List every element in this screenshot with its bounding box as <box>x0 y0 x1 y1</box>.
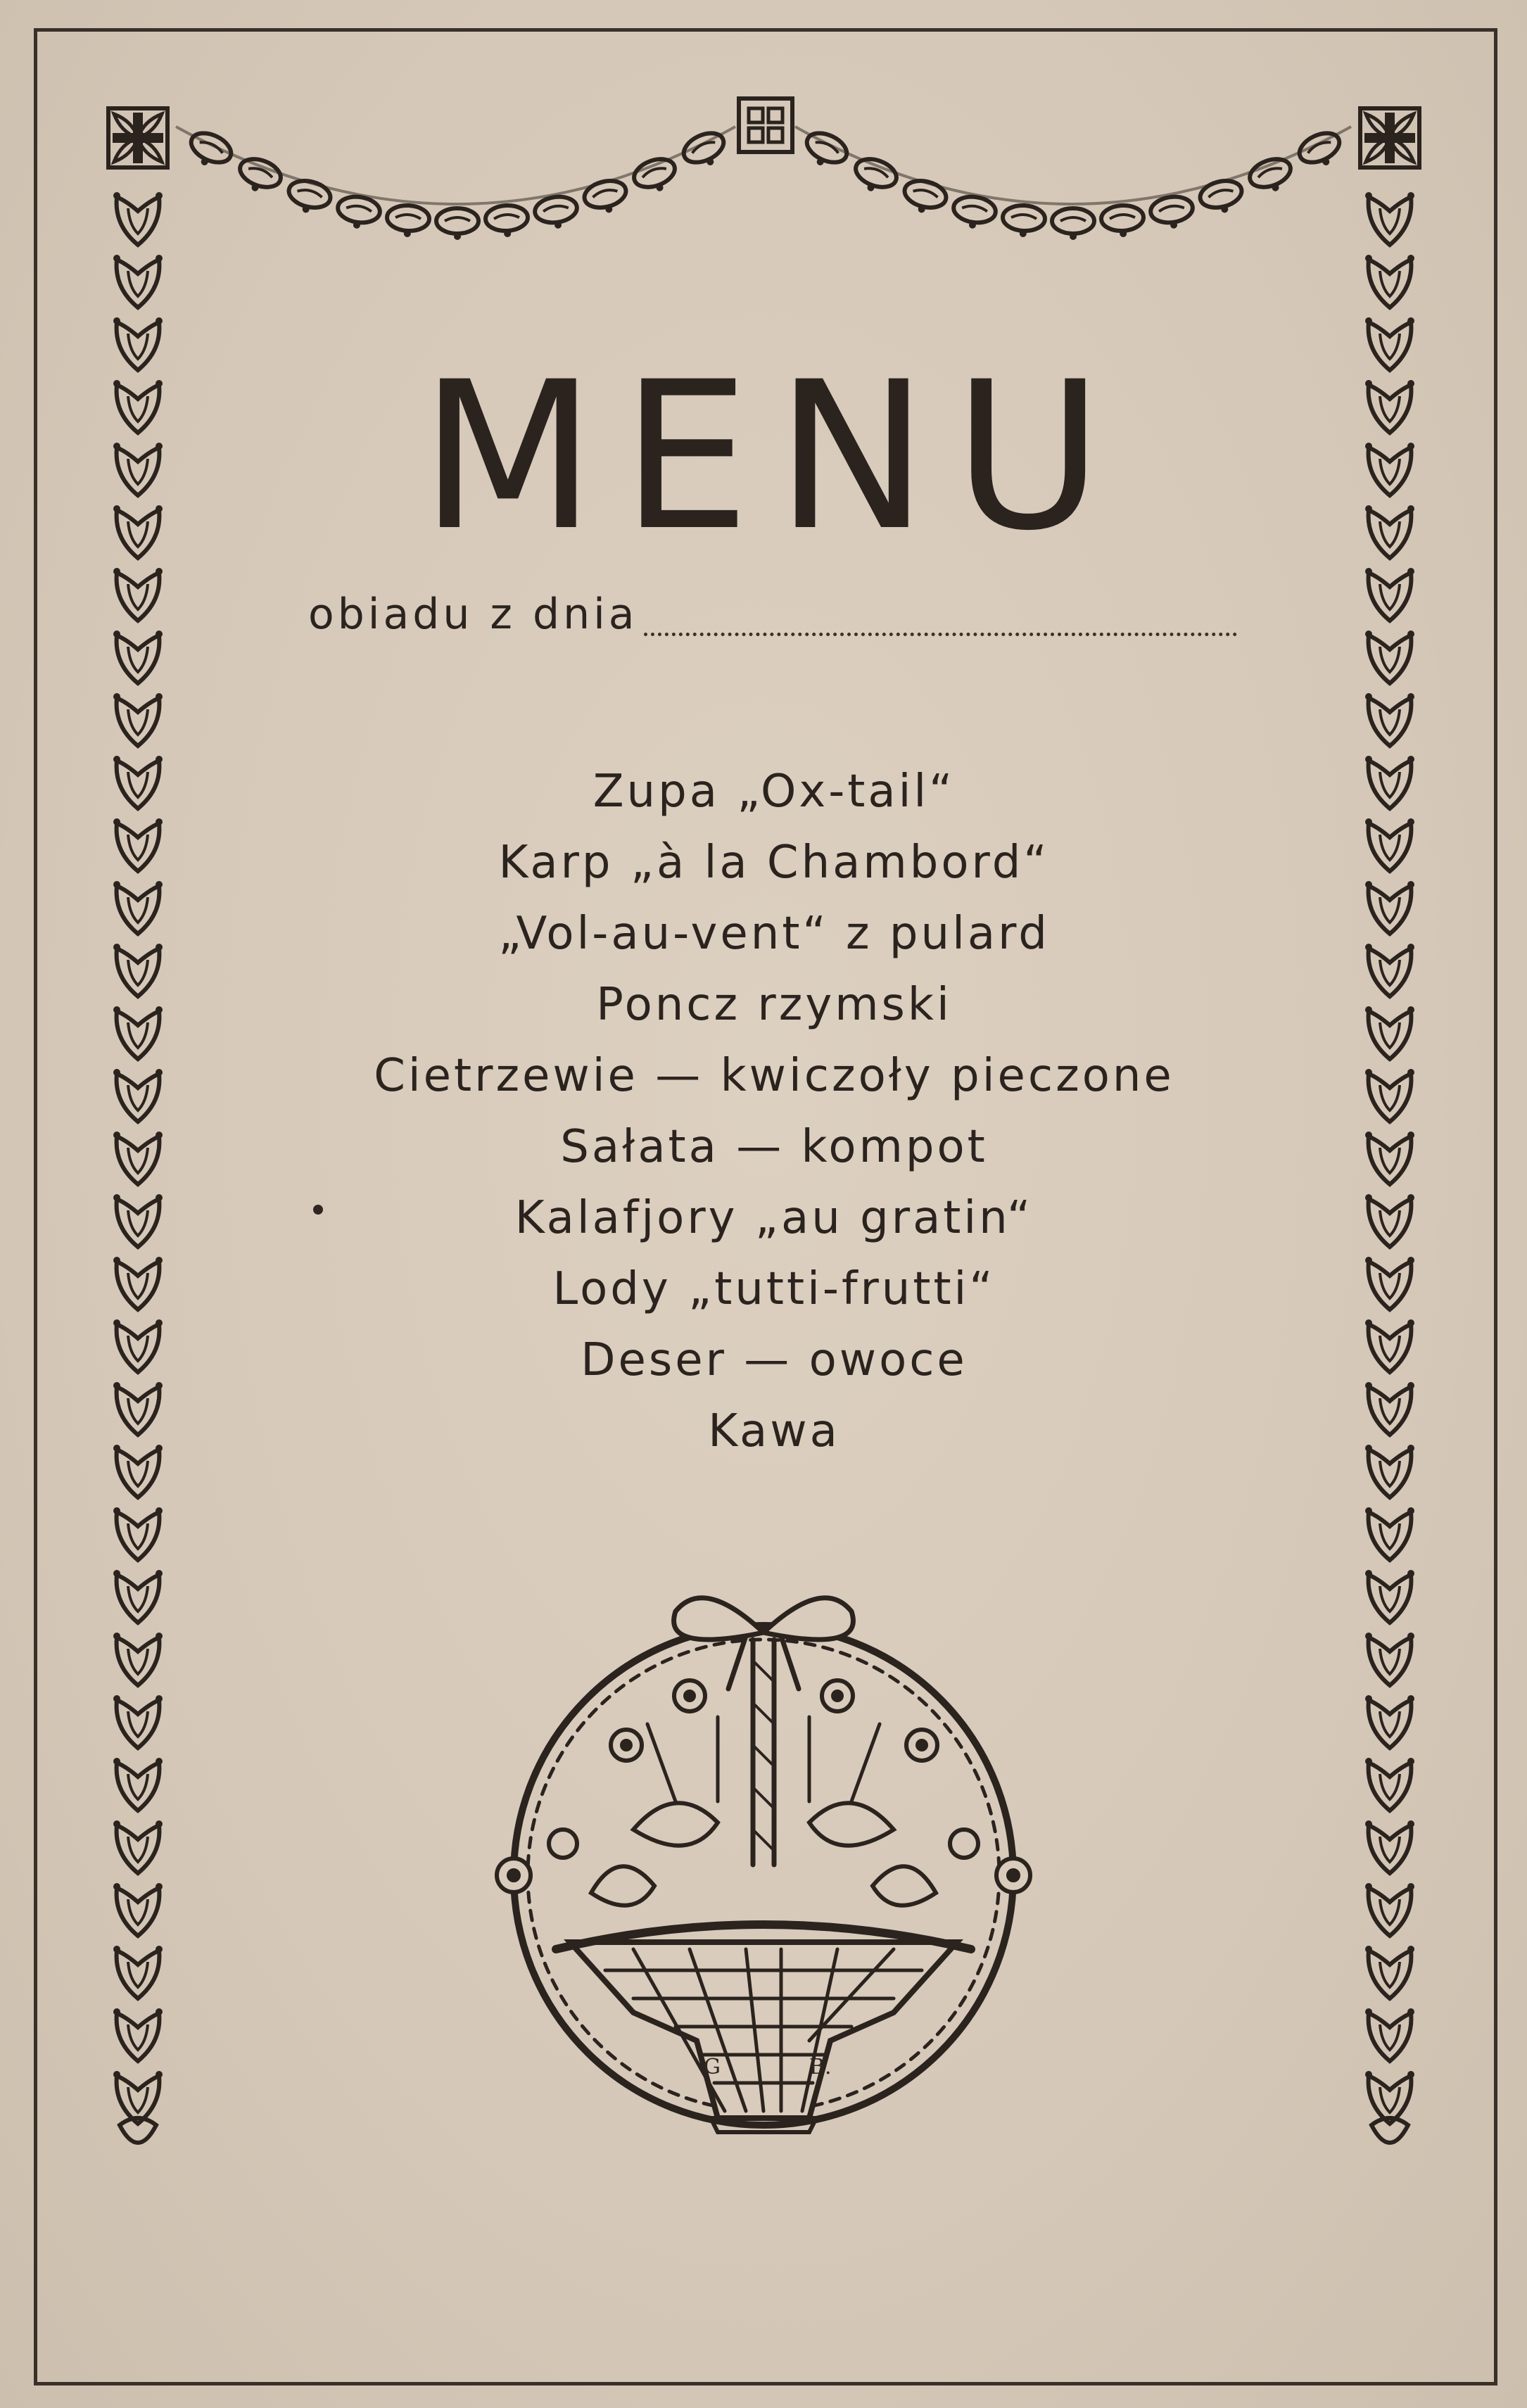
garland-leaf <box>1365 1946 1414 1998</box>
artist-initial-right: B. <box>809 2055 832 2079</box>
garland-leaf <box>113 1319 163 1372</box>
garland-leaf <box>113 630 163 683</box>
garland-leaf <box>113 756 163 809</box>
garland-leaf <box>1365 818 1414 871</box>
garland-leaf <box>1365 1570 1414 1623</box>
garland-leaf <box>1365 2008 1414 2061</box>
garland-leaf <box>1365 443 1414 495</box>
course-item: Lody „tutti-frutti“ <box>552 1263 996 1315</box>
garland-leaf <box>1365 1445 1414 1497</box>
course-item: „Vol-au-vent“ z pulard <box>498 908 1050 960</box>
garland-leaf <box>1365 756 1414 809</box>
garland-leaf <box>113 944 163 996</box>
garland-leaf <box>113 1006 163 1059</box>
garland-leaf <box>1365 255 1414 308</box>
course-item: Cietrzewie — kwiczoły pieczone <box>374 1050 1174 1102</box>
garland-leaf <box>1365 568 1414 621</box>
garland-leaf <box>113 317 163 370</box>
garland-leaf <box>1365 693 1414 746</box>
menu-title: MENU <box>419 338 1129 576</box>
garland-leaf <box>113 1257 163 1310</box>
course-item: Sałata — kompot <box>560 1121 988 1173</box>
garland-leaf <box>1365 1883 1414 1936</box>
garland-leaf <box>1365 1319 1414 1372</box>
garland-leaf <box>1365 1069 1414 1122</box>
garland-leaf <box>113 881 163 934</box>
garland-leaf <box>113 1382 163 1435</box>
garland-leaf <box>1365 944 1414 996</box>
garland-leaf <box>113 2008 163 2061</box>
garland-leaf <box>1365 630 1414 683</box>
garland-leaf <box>1365 1758 1414 1811</box>
garland-leaf <box>1365 1257 1414 1310</box>
garland-leaf <box>113 443 163 495</box>
garland-knot <box>739 99 792 152</box>
garland-leaf <box>113 380 163 433</box>
garland-leaf <box>113 693 163 746</box>
course-item: Deser — owoce <box>581 1334 968 1386</box>
course-item: Kalafjory „au gratin“ <box>514 1192 1034 1244</box>
corner-ornament-left <box>108 108 167 167</box>
course-item: Kawa <box>708 1405 840 1457</box>
garland-leaf <box>1365 1820 1414 1873</box>
garland-leaf <box>113 1570 163 1623</box>
garland-leaf <box>1365 1633 1414 1685</box>
course-item: Poncz rzymski <box>596 979 952 1031</box>
garland-leaf <box>1365 1507 1414 1560</box>
left-garland <box>113 192 163 2143</box>
garland-leaf <box>1365 1382 1414 1435</box>
artist-initial-left: G <box>704 2055 721 2079</box>
garland-leaf <box>113 1069 163 1122</box>
garland-leaf <box>113 568 163 621</box>
garland-leaf <box>113 818 163 871</box>
garland-leaf <box>113 1132 163 1184</box>
date-label: obiadu z dnia <box>308 590 638 639</box>
garland-leaf <box>113 2071 163 2124</box>
garland-leaf <box>113 1445 163 1497</box>
course-item: Zupa „Ox-tail“ <box>593 766 956 818</box>
garland-leaf <box>1365 881 1414 934</box>
garland-leaf <box>113 1194 163 1247</box>
garland-leaf <box>113 1695 163 1748</box>
garland-leaf <box>113 1758 163 1811</box>
course-item: Karp „à la Chambord“ <box>498 837 1050 889</box>
corner-ornament-right <box>1360 108 1419 167</box>
garland-leaf <box>113 1946 163 1998</box>
garland-leaf <box>1365 1132 1414 1184</box>
course-list <box>338 756 1210 1467</box>
garland-leaf <box>113 192 163 245</box>
ink-dot <box>313 1205 323 1215</box>
garland-leaf <box>113 255 163 308</box>
garland-leaf <box>1365 1194 1414 1247</box>
garland-leaf <box>1365 317 1414 370</box>
garland-leaf <box>1365 1006 1414 1059</box>
garland-leaf <box>113 1820 163 1873</box>
garland-leaf <box>113 1883 163 1936</box>
right-garland <box>1365 192 1414 2143</box>
date-blank-dotted-line <box>644 630 1237 636</box>
garland-leaf <box>1365 2071 1414 2124</box>
garland-leaf <box>1365 505 1414 558</box>
garland-leaf <box>113 1507 163 1560</box>
date-line <box>308 590 1237 646</box>
garland-leaf <box>1365 380 1414 433</box>
garland-leaf <box>1365 1695 1414 1748</box>
garland-leaf <box>1365 192 1414 245</box>
garland-leaf <box>113 505 163 558</box>
garland-leaf <box>113 1633 163 1685</box>
flower-basket-emblem <box>497 1598 1030 2132</box>
